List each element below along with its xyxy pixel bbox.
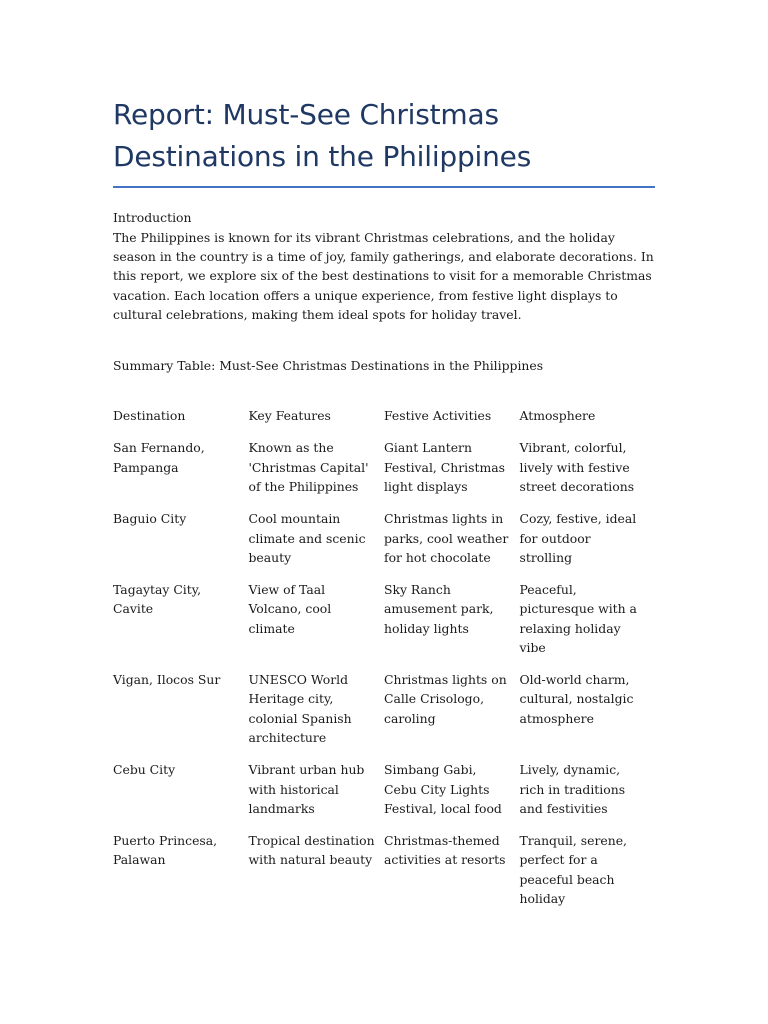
cell-festive-activities: Christmas lights in parks, cool weather for hot chocolate [384, 511, 509, 565]
table-row [113, 670, 655, 760]
cell-atmosphere: Vibrant, colorful, lively with festive street decorations [519, 440, 635, 495]
cell-festive-activities: Christmas-themed activities at resorts [384, 832, 506, 868]
document-page [113, 94, 655, 921]
cell-key-features: View of Taal Volcano, cool climate [248, 581, 332, 636]
document-title: Report: Must-See Christmas Destinations in the Philippines [113, 98, 532, 173]
cell-atmosphere: Lively, dynamic, rich in traditions and festivities [519, 762, 626, 816]
cell-atmosphere: Old-world charm, cultural, nostalgic atmosphere [519, 672, 634, 726]
table-caption: Summary Table: Must-See Christmas Destinations in the Philippines [113, 357, 544, 373]
header-destination: Destination [113, 408, 186, 424]
cell-destination: Cebu City [113, 762, 176, 778]
cell-festive-activities: Christmas lights on Calle Crisologo, caroling [384, 672, 507, 726]
cell-destination: Baguio City [113, 511, 187, 527]
table-row [113, 760, 655, 831]
cell-key-features: Tropical destination with natural beauty [248, 832, 375, 868]
cell-key-features: UNESCO World Heritage city, colonial Spanish architecture [248, 672, 352, 746]
cell-key-features: Cool mountain climate and scenic beauty [248, 511, 366, 565]
table-row [113, 438, 655, 509]
cell-festive-activities: Giant Lantern Festival, Christmas light displays [384, 440, 505, 495]
header-atmosphere: Atmosphere [519, 408, 596, 424]
cell-festive-activities: Sky Ranch amusement park, holiday lights [384, 581, 494, 636]
cell-festive-activities: Simbang Gabi, Cebu City Lights Festival, local food [384, 762, 502, 816]
cell-destination: San Fernando, Pampanga [113, 440, 205, 475]
cell-key-features: Vibrant urban hub with historical landmarks [248, 762, 365, 816]
cell-atmosphere: Tranquil, serene, perfect for a peaceful beach holiday [519, 832, 627, 907]
cell-atmosphere: Cozy, festive, ideal for outdoor strolling [519, 511, 637, 565]
table-row [113, 831, 655, 921]
intro-heading: Introduction [113, 210, 192, 225]
cell-destination: Tagaytay City, Cavite [113, 581, 202, 617]
cell-destination: Puerto Princesa, Palawan [113, 832, 218, 868]
table-row [113, 509, 655, 580]
cell-atmosphere: Peaceful, picturesque with a relaxing holiday vibe [519, 581, 637, 656]
summary-table [113, 406, 655, 921]
intro-paragraph: The Philippines is known for its vibrant Christmas celebrations, and the holiday season in the country is a time of joy, family gatherings, and elaborate decorations. In this report, we explore six of the best destinations to visit for a memorable Christmas vacation. Each location offers a unique experience, from festive light displays to cultural celebrations, making them ideal spots for holiday travel. [113, 229, 654, 323]
cell-destination: Vigan, Ilocos Sur [113, 672, 221, 687]
table-row [113, 580, 655, 670]
header-festive-activities: Festive Activities [384, 408, 492, 424]
table-header-row [113, 406, 655, 438]
cell-key-features: Known as the 'Christmas Capital' of the Philippines [248, 440, 369, 495]
header-key-features: Key Features [248, 408, 331, 424]
title-divider [113, 186, 655, 188]
